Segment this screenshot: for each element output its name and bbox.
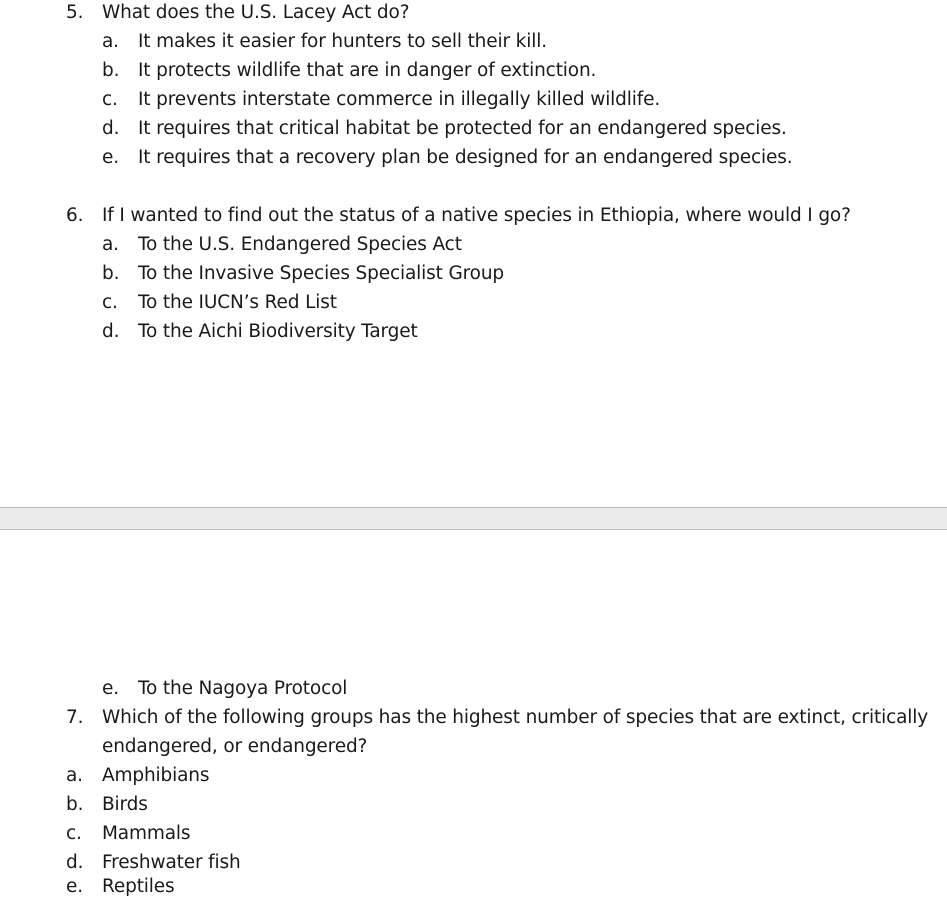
- question-text: endangered, or endangered?: [102, 736, 368, 757]
- option-text: Freshwater fish: [102, 852, 241, 873]
- question-text: If I wanted to find out the status of a native species in Ethiopia, where would I go?: [102, 205, 851, 226]
- option-letter: b.: [102, 60, 120, 81]
- option-text: To the Invasive Species Specialist Group: [138, 263, 505, 284]
- question-text: What does the U.S. Lacey Act do?: [102, 2, 410, 23]
- option-text: Amphibians: [102, 765, 210, 786]
- question-text: Which of the following groups has the highest number of species that are extinct, critically: [102, 707, 929, 728]
- question-number: 5.: [66, 2, 84, 23]
- option-letter: c.: [102, 89, 118, 110]
- option-text: To the U.S. Endangered Species Act: [138, 234, 462, 255]
- question-number: 7.: [66, 707, 84, 728]
- option-letter: d.: [66, 852, 84, 873]
- option-text: To the Nagoya Protocol: [138, 678, 348, 699]
- option-text: It requires that critical habitat be protected for an endangered species.: [138, 118, 787, 139]
- option-text: It prevents interstate commerce in illegally killed wildlife.: [138, 89, 661, 110]
- option-letter: c.: [66, 823, 82, 844]
- option-letter: d.: [102, 321, 120, 342]
- question-number: 6.: [66, 205, 84, 226]
- option-letter: a.: [102, 234, 119, 255]
- option-letter: e.: [66, 876, 83, 897]
- option-text: Mammals: [102, 823, 191, 844]
- option-text: It makes it easier for hunters to sell their kill.: [138, 31, 547, 52]
- page-break: [0, 507, 947, 530]
- option-text: To the IUCN’s Red List: [138, 292, 337, 313]
- option-letter: c.: [102, 292, 118, 313]
- option-text: Reptiles: [102, 876, 175, 897]
- option-letter: b.: [102, 263, 120, 284]
- option-letter: a.: [102, 31, 119, 52]
- option-letter: d.: [102, 118, 120, 139]
- option-letter: e.: [102, 147, 119, 168]
- option-text: It protects wildlife that are in danger of extinction.: [138, 60, 597, 81]
- option-text: Birds: [102, 794, 148, 815]
- option-text: To the Aichi Biodiversity Target: [138, 321, 418, 342]
- option-letter: b.: [66, 794, 84, 815]
- option-letter: e.: [102, 678, 119, 699]
- option-letter: a.: [66, 765, 83, 786]
- option-text: It requires that a recovery plan be designed for an endangered species.: [138, 147, 793, 168]
